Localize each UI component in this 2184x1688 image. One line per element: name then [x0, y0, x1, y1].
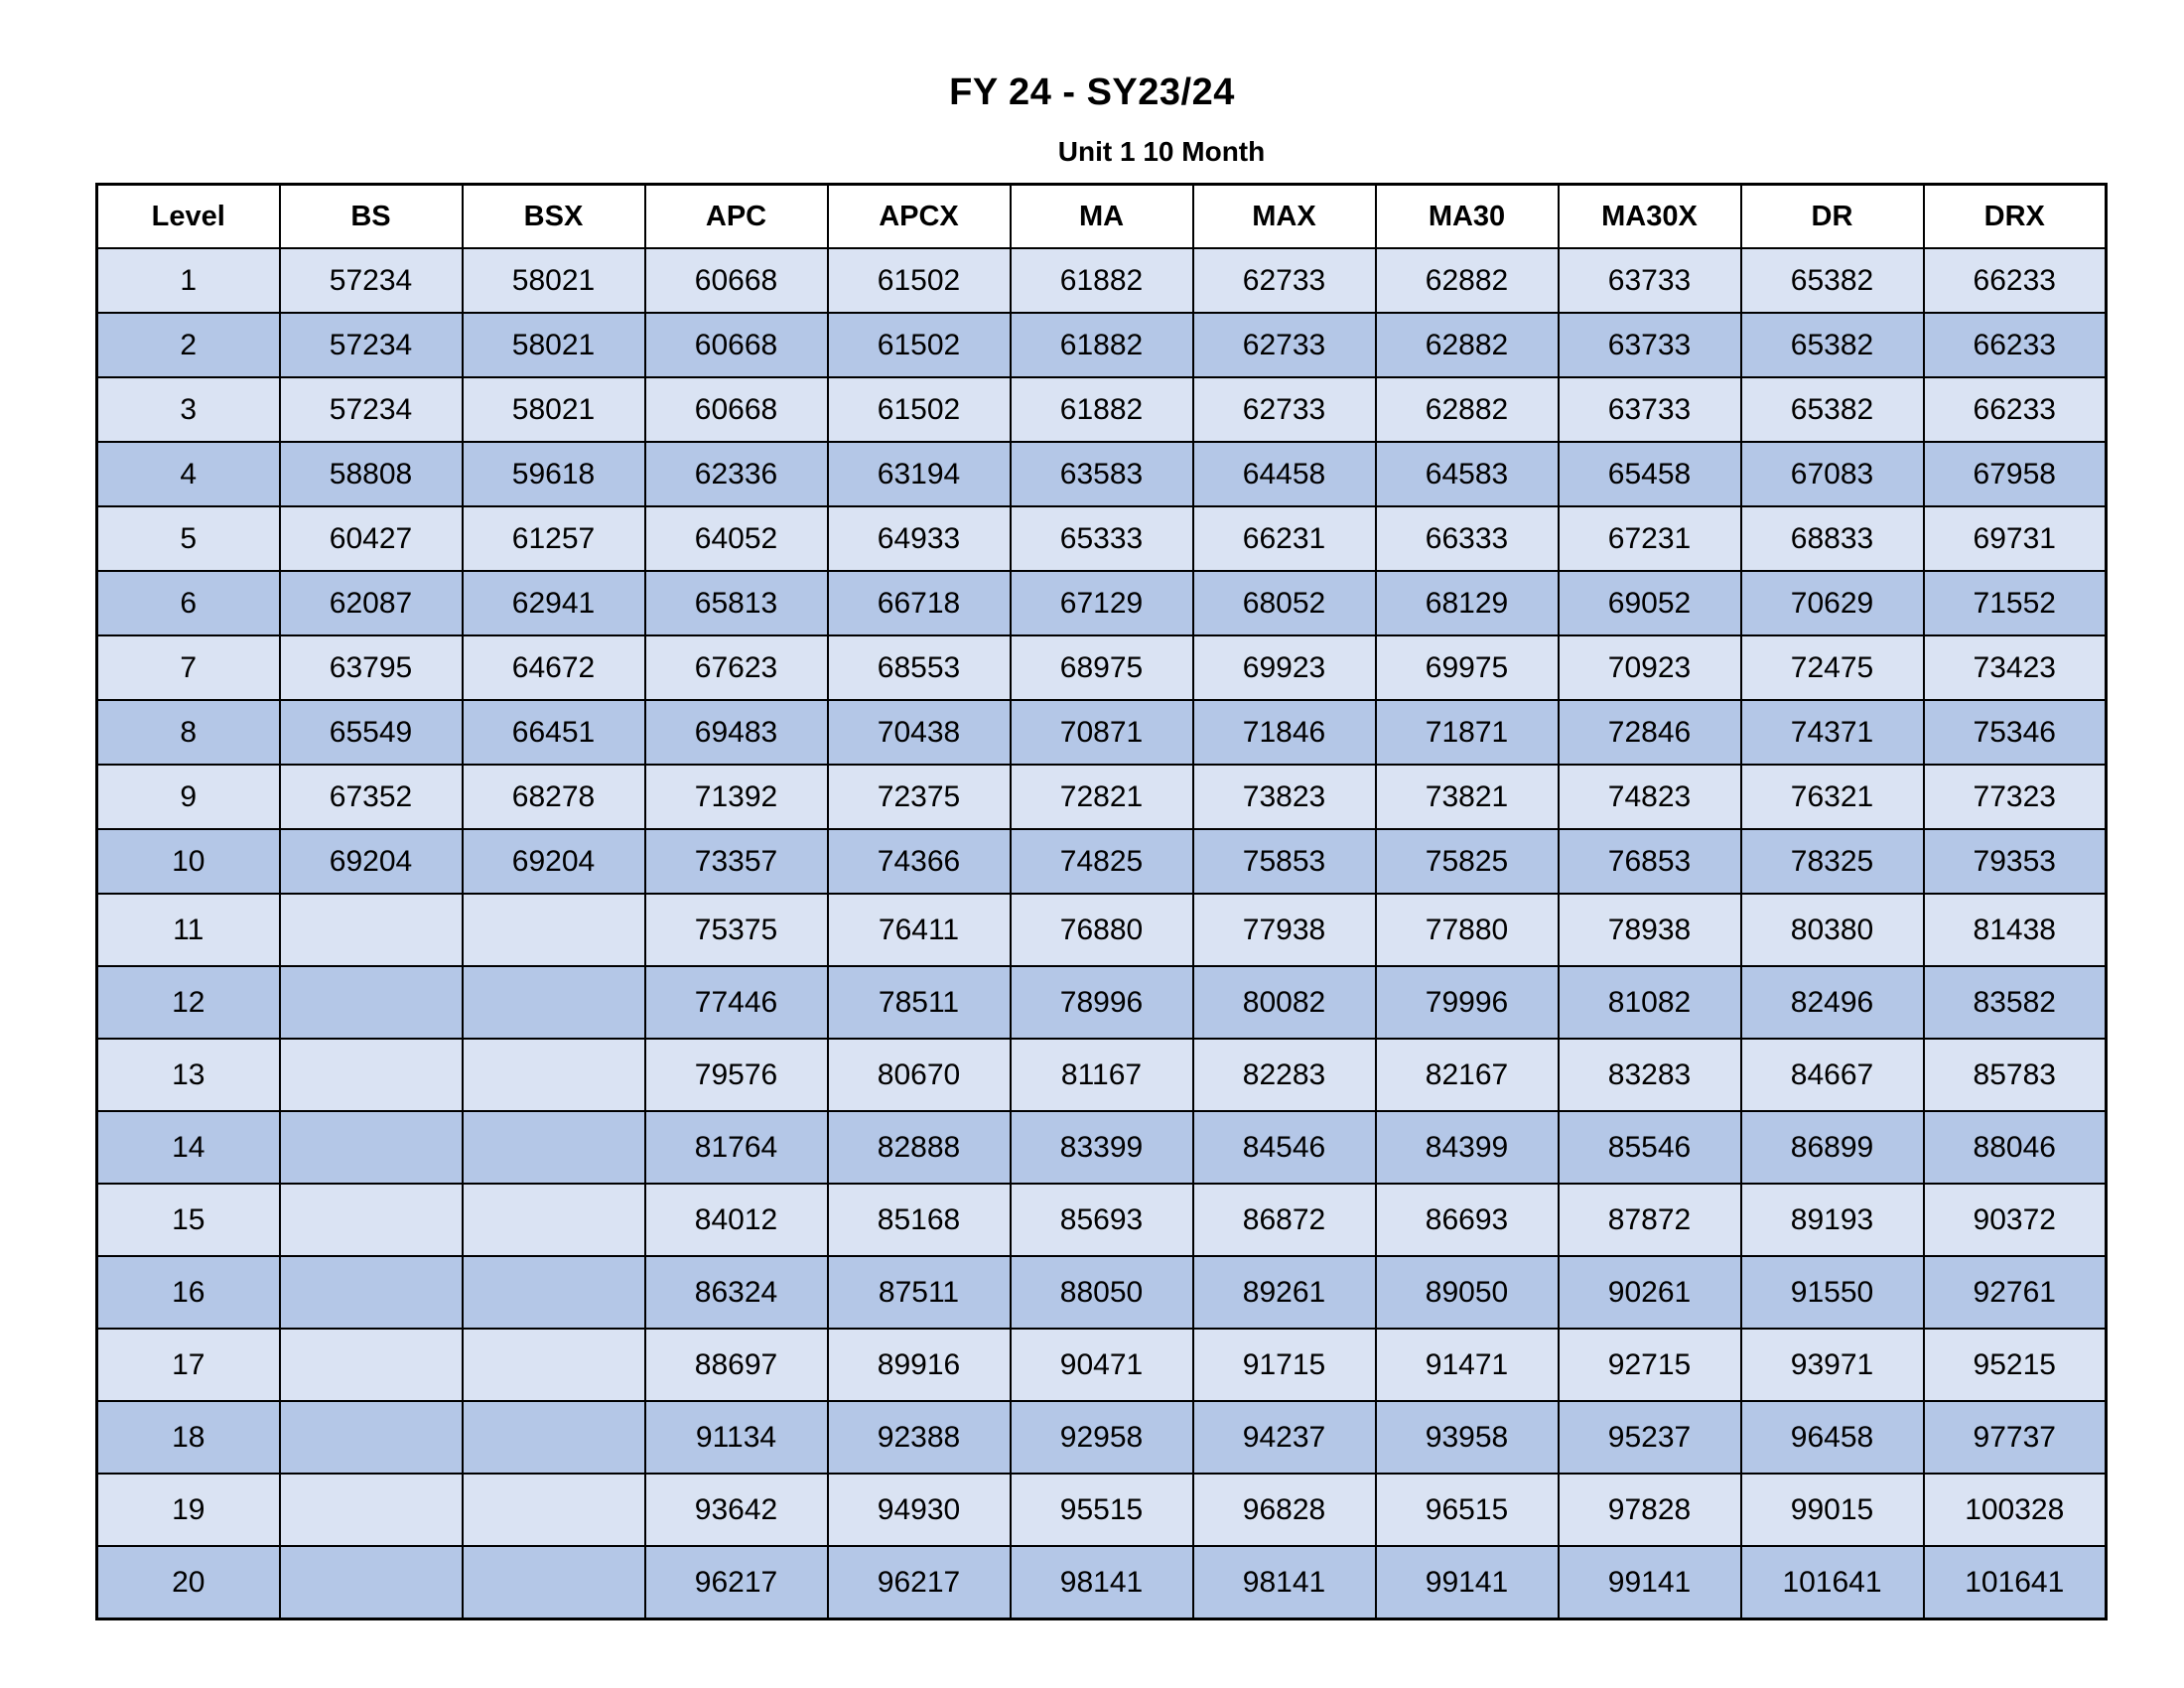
- salary-cell: 81438: [1924, 894, 2107, 966]
- salary-cell: 60427: [280, 506, 463, 571]
- level-cell: 5: [97, 506, 280, 571]
- salary-cell: 72821: [1011, 765, 1193, 829]
- salary-cell: 62336: [645, 442, 828, 506]
- salary-cell: 71552: [1924, 571, 2107, 635]
- salary-cell: 57234: [280, 248, 463, 313]
- salary-cell: 94237: [1193, 1401, 1376, 1474]
- salary-cell: 73823: [1193, 765, 1376, 829]
- salary-cell: 80670: [828, 1039, 1011, 1111]
- salary-cell: 69204: [280, 829, 463, 894]
- salary-cell: 90261: [1559, 1256, 1741, 1329]
- salary-cell: 63583: [1011, 442, 1193, 506]
- salary-cell: 84399: [1376, 1111, 1559, 1184]
- salary-cell: 65382: [1741, 248, 1924, 313]
- salary-cell: 62733: [1193, 313, 1376, 377]
- salary-cell: 71846: [1193, 700, 1376, 765]
- salary-cell: 88697: [645, 1329, 828, 1401]
- salary-cell: [280, 1184, 463, 1256]
- level-cell: 19: [97, 1474, 280, 1546]
- salary-cell: 72475: [1741, 635, 1924, 700]
- salary-cell: [280, 1546, 463, 1619]
- level-cell: 1: [97, 248, 280, 313]
- salary-cell: 86872: [1193, 1184, 1376, 1256]
- page-subtitle-text: Unit 1 10 Month: [1057, 136, 1266, 167]
- salary-cell: 95215: [1924, 1329, 2107, 1401]
- salary-cell: 76411: [828, 894, 1011, 966]
- column-header: APC: [645, 185, 828, 249]
- salary-cell: 78996: [1011, 966, 1193, 1039]
- table-row: [97, 700, 2107, 765]
- salary-cell: 64672: [463, 635, 645, 700]
- salary-cell: 65333: [1011, 506, 1193, 571]
- salary-cell: 74825: [1011, 829, 1193, 894]
- salary-cell: 88046: [1924, 1111, 2107, 1184]
- salary-cell: 91550: [1741, 1256, 1924, 1329]
- salary-cell: 93971: [1741, 1329, 1924, 1401]
- level-cell: 20: [97, 1546, 280, 1619]
- salary-cell: 82167: [1376, 1039, 1559, 1111]
- salary-cell: 74823: [1559, 765, 1741, 829]
- salary-cell: 80380: [1741, 894, 1924, 966]
- salary-cell: 65549: [280, 700, 463, 765]
- salary-cell: 57234: [280, 313, 463, 377]
- salary-cell: 99141: [1376, 1546, 1559, 1619]
- salary-cell: 82496: [1741, 966, 1924, 1039]
- salary-cell: 62087: [280, 571, 463, 635]
- salary-cell: [463, 1039, 645, 1111]
- salary-cell: 72375: [828, 765, 1011, 829]
- salary-cell: [280, 1256, 463, 1329]
- salary-cell: 98141: [1193, 1546, 1376, 1619]
- salary-cell: 58021: [463, 377, 645, 442]
- table-row: [97, 1039, 2107, 1111]
- salary-cell: 73423: [1924, 635, 2107, 700]
- salary-cell: 69975: [1376, 635, 1559, 700]
- salary-cell: 84667: [1741, 1039, 1924, 1111]
- salary-cell: 73357: [645, 829, 828, 894]
- salary-cell: 87511: [828, 1256, 1011, 1329]
- salary-cell: 100328: [1924, 1474, 2107, 1546]
- salary-cell: 75853: [1193, 829, 1376, 894]
- salary-cell: 86899: [1741, 1111, 1924, 1184]
- salary-cell: 68278: [463, 765, 645, 829]
- salary-cell: 69731: [1924, 506, 2107, 571]
- salary-cell: 68553: [828, 635, 1011, 700]
- level-cell: 6: [97, 571, 280, 635]
- salary-cell: 74366: [828, 829, 1011, 894]
- table-row: [97, 571, 2107, 635]
- column-header: APCX: [828, 185, 1011, 249]
- salary-cell: 61882: [1011, 377, 1193, 442]
- salary-cell: 83283: [1559, 1039, 1741, 1111]
- salary-cell: [463, 1184, 645, 1256]
- salary-cell: 67083: [1741, 442, 1924, 506]
- salary-cell: 61502: [828, 248, 1011, 313]
- salary-cell: 70438: [828, 700, 1011, 765]
- column-header: MA: [1011, 185, 1193, 249]
- level-cell: 11: [97, 894, 280, 966]
- salary-cell: 77880: [1376, 894, 1559, 966]
- salary-cell: 64583: [1376, 442, 1559, 506]
- salary-cell: 85546: [1559, 1111, 1741, 1184]
- table-row: [97, 1111, 2107, 1184]
- salary-cell: 98141: [1011, 1546, 1193, 1619]
- table-row: [97, 1184, 2107, 1256]
- salary-cell: 67958: [1924, 442, 2107, 506]
- salary-cell: 101641: [1924, 1546, 2107, 1619]
- salary-cell: 71392: [645, 765, 828, 829]
- salary-cell: 66233: [1924, 313, 2107, 377]
- salary-cell: 67231: [1559, 506, 1741, 571]
- salary-cell: 67352: [280, 765, 463, 829]
- level-cell: 7: [97, 635, 280, 700]
- salary-cell: 69923: [1193, 635, 1376, 700]
- table-row: [97, 894, 2107, 966]
- salary-cell: 96515: [1376, 1474, 1559, 1546]
- salary-cell: 70871: [1011, 700, 1193, 765]
- level-cell: 13: [97, 1039, 280, 1111]
- level-cell: 4: [97, 442, 280, 506]
- level-cell: 8: [97, 700, 280, 765]
- salary-cell: 69483: [645, 700, 828, 765]
- salary-cell: 60668: [645, 248, 828, 313]
- salary-cell: 101641: [1741, 1546, 1924, 1619]
- salary-cell: 66451: [463, 700, 645, 765]
- salary-cell: 86693: [1376, 1184, 1559, 1256]
- salary-cell: 76321: [1741, 765, 1924, 829]
- table-row: [97, 1546, 2107, 1619]
- salary-cell: 66233: [1924, 377, 2107, 442]
- salary-cell: 66333: [1376, 506, 1559, 571]
- table-row: [97, 1401, 2107, 1474]
- salary-cell: 58021: [463, 313, 645, 377]
- salary-cell: [280, 1111, 463, 1184]
- salary-cell: 79996: [1376, 966, 1559, 1039]
- salary-cell: 63733: [1559, 248, 1741, 313]
- salary-cell: [280, 966, 463, 1039]
- table-row: [97, 248, 2107, 313]
- salary-cell: 92761: [1924, 1256, 2107, 1329]
- salary-cell: 76853: [1559, 829, 1741, 894]
- salary-cell: [280, 894, 463, 966]
- salary-cell: 67129: [1011, 571, 1193, 635]
- salary-cell: 58808: [280, 442, 463, 506]
- table-row: [97, 635, 2107, 700]
- salary-cell: 76880: [1011, 894, 1193, 966]
- salary-cell: 93642: [645, 1474, 828, 1546]
- salary-cell: 62882: [1376, 248, 1559, 313]
- salary-cell: 78511: [828, 966, 1011, 1039]
- salary-cell: 88050: [1011, 1256, 1193, 1329]
- column-header: DRX: [1924, 185, 2107, 249]
- salary-cell: 62733: [1193, 377, 1376, 442]
- salary-cell: 89193: [1741, 1184, 1924, 1256]
- page-title: FY 24 - SY23/24: [949, 71, 1235, 113]
- table-row: [97, 1474, 2107, 1546]
- salary-cell: 59618: [463, 442, 645, 506]
- salary-cell: 68975: [1011, 635, 1193, 700]
- salary-cell: 77938: [1193, 894, 1376, 966]
- table-row: [97, 506, 2107, 571]
- table-row: [97, 442, 2107, 506]
- salary-cell: 62941: [463, 571, 645, 635]
- salary-cell: [463, 966, 645, 1039]
- salary-cell: 66718: [828, 571, 1011, 635]
- level-cell: 2: [97, 313, 280, 377]
- salary-cell: 63194: [828, 442, 1011, 506]
- salary-cell: 64052: [645, 506, 828, 571]
- salary-cell: 81167: [1011, 1039, 1193, 1111]
- column-header: MA30: [1376, 185, 1559, 249]
- salary-cell: 71871: [1376, 700, 1559, 765]
- salary-cell: 92715: [1559, 1329, 1741, 1401]
- table-row: [97, 1256, 2107, 1329]
- level-cell: 15: [97, 1184, 280, 1256]
- salary-cell: [463, 1474, 645, 1546]
- salary-cell: 61882: [1011, 313, 1193, 377]
- salary-cell: 65458: [1559, 442, 1741, 506]
- salary-cell: 82888: [828, 1111, 1011, 1184]
- salary-cell: 69052: [1559, 571, 1741, 635]
- salary-cell: 92958: [1011, 1401, 1193, 1474]
- salary-cell: 63733: [1559, 377, 1741, 442]
- salary-cell: 70629: [1741, 571, 1924, 635]
- salary-cell: 84012: [645, 1184, 828, 1256]
- salary-cell: 73821: [1376, 765, 1559, 829]
- salary-cell: 96458: [1741, 1401, 1924, 1474]
- salary-cell: 92388: [828, 1401, 1011, 1474]
- salary-cell: 87872: [1559, 1184, 1741, 1256]
- table-row: [97, 377, 2107, 442]
- salary-cell: 95237: [1559, 1401, 1741, 1474]
- table-body: [97, 248, 2107, 1619]
- salary-cell: 96828: [1193, 1474, 1376, 1546]
- salary-cell: 85168: [828, 1184, 1011, 1256]
- level-cell: 12: [97, 966, 280, 1039]
- salary-cell: [463, 1329, 645, 1401]
- salary-cell: 78938: [1559, 894, 1741, 966]
- salary-cell: 83399: [1011, 1111, 1193, 1184]
- salary-cell: 96217: [645, 1546, 828, 1619]
- salary-cell: 79353: [1924, 829, 2107, 894]
- level-cell: 9: [97, 765, 280, 829]
- salary-cell: 90372: [1924, 1184, 2107, 1256]
- salary-cell: [463, 1546, 645, 1619]
- salary-cell: 70923: [1559, 635, 1741, 700]
- table-row: [97, 765, 2107, 829]
- salary-cell: 91471: [1376, 1329, 1559, 1401]
- salary-cell: 57234: [280, 377, 463, 442]
- salary-cell: 78325: [1741, 829, 1924, 894]
- salary-cell: 83582: [1924, 966, 2107, 1039]
- salary-cell: 64933: [828, 506, 1011, 571]
- salary-cell: 84546: [1193, 1111, 1376, 1184]
- salary-cell: 85693: [1011, 1184, 1193, 1256]
- salary-cell: [280, 1401, 463, 1474]
- column-header: MA30X: [1559, 185, 1741, 249]
- salary-cell: 68129: [1376, 571, 1559, 635]
- salary-cell: 81082: [1559, 966, 1741, 1039]
- salary-cell: 63795: [280, 635, 463, 700]
- level-cell: 16: [97, 1256, 280, 1329]
- column-header: DR: [1741, 185, 1924, 249]
- salary-cell: 61502: [828, 377, 1011, 442]
- salary-cell: 62882: [1376, 313, 1559, 377]
- salary-cell: 62733: [1193, 248, 1376, 313]
- level-cell: 18: [97, 1401, 280, 1474]
- salary-cell: 82283: [1193, 1039, 1376, 1111]
- salary-cell: 93958: [1376, 1401, 1559, 1474]
- salary-cell: 96217: [828, 1546, 1011, 1619]
- salary-cell: 68052: [1193, 571, 1376, 635]
- salary-cell: 63733: [1559, 313, 1741, 377]
- salary-cell: 90471: [1011, 1329, 1193, 1401]
- salary-cell: 85783: [1924, 1039, 2107, 1111]
- salary-cell: 58021: [463, 248, 645, 313]
- salary-cell: 91134: [645, 1401, 828, 1474]
- column-header: BS: [280, 185, 463, 249]
- table-row: [97, 829, 2107, 894]
- salary-cell: 72846: [1559, 700, 1741, 765]
- salary-cell: 99015: [1741, 1474, 1924, 1546]
- salary-cell: 66231: [1193, 506, 1376, 571]
- salary-cell: 60668: [645, 313, 828, 377]
- salary-cell: 74371: [1741, 700, 1924, 765]
- salary-cell: 75375: [645, 894, 828, 966]
- salary-cell: 61257: [463, 506, 645, 571]
- salary-cell: 61882: [1011, 248, 1193, 313]
- salary-cell: [280, 1329, 463, 1401]
- salary-cell: 75346: [1924, 700, 2107, 765]
- salary-cell: 89261: [1193, 1256, 1376, 1329]
- salary-cell: 95515: [1011, 1474, 1193, 1546]
- column-header: Level: [97, 185, 280, 249]
- table-header-row: [97, 185, 2107, 249]
- salary-cell: 68833: [1741, 506, 1924, 571]
- salary-cell: 77323: [1924, 765, 2107, 829]
- level-cell: 14: [97, 1111, 280, 1184]
- salary-cell: [280, 1039, 463, 1111]
- salary-cell: 89050: [1376, 1256, 1559, 1329]
- level-cell: 17: [97, 1329, 280, 1401]
- level-cell: 3: [97, 377, 280, 442]
- level-cell: 10: [97, 829, 280, 894]
- salary-cell: 61502: [828, 313, 1011, 377]
- table-row: [97, 313, 2107, 377]
- salary-cell: 66233: [1924, 248, 2107, 313]
- salary-cell: 64458: [1193, 442, 1376, 506]
- table-row: [97, 1329, 2107, 1401]
- column-header: BSX: [463, 185, 645, 249]
- salary-cell: 79576: [645, 1039, 828, 1111]
- salary-cell: 62882: [1376, 377, 1559, 442]
- salary-cell: 75825: [1376, 829, 1559, 894]
- salary-cell: [463, 1111, 645, 1184]
- salary-cell: 97828: [1559, 1474, 1741, 1546]
- salary-cell: [463, 1401, 645, 1474]
- salary-cell: 80082: [1193, 966, 1376, 1039]
- column-header: MAX: [1193, 185, 1376, 249]
- salary-cell: 60668: [645, 377, 828, 442]
- salary-cell: 86324: [645, 1256, 828, 1329]
- salary-cell: 77446: [645, 966, 828, 1039]
- salary-cell: 65813: [645, 571, 828, 635]
- salary-cell: 81764: [645, 1111, 828, 1184]
- salary-cell: 99141: [1559, 1546, 1741, 1619]
- salary-cell: 67623: [645, 635, 828, 700]
- salary-cell: [280, 1474, 463, 1546]
- salary-cell: 97737: [1924, 1401, 2107, 1474]
- table-row: [97, 966, 2107, 1039]
- salary-cell: 91715: [1193, 1329, 1376, 1401]
- salary-cell: 94930: [828, 1474, 1011, 1546]
- salary-cell: 65382: [1741, 313, 1924, 377]
- salary-cell: [463, 1256, 645, 1329]
- salary-cell: 89916: [828, 1329, 1011, 1401]
- salary-cell: 69204: [463, 829, 645, 894]
- salary-cell: [463, 894, 645, 966]
- salary-schedule-table: [95, 183, 2108, 1620]
- salary-cell: 65382: [1741, 377, 1924, 442]
